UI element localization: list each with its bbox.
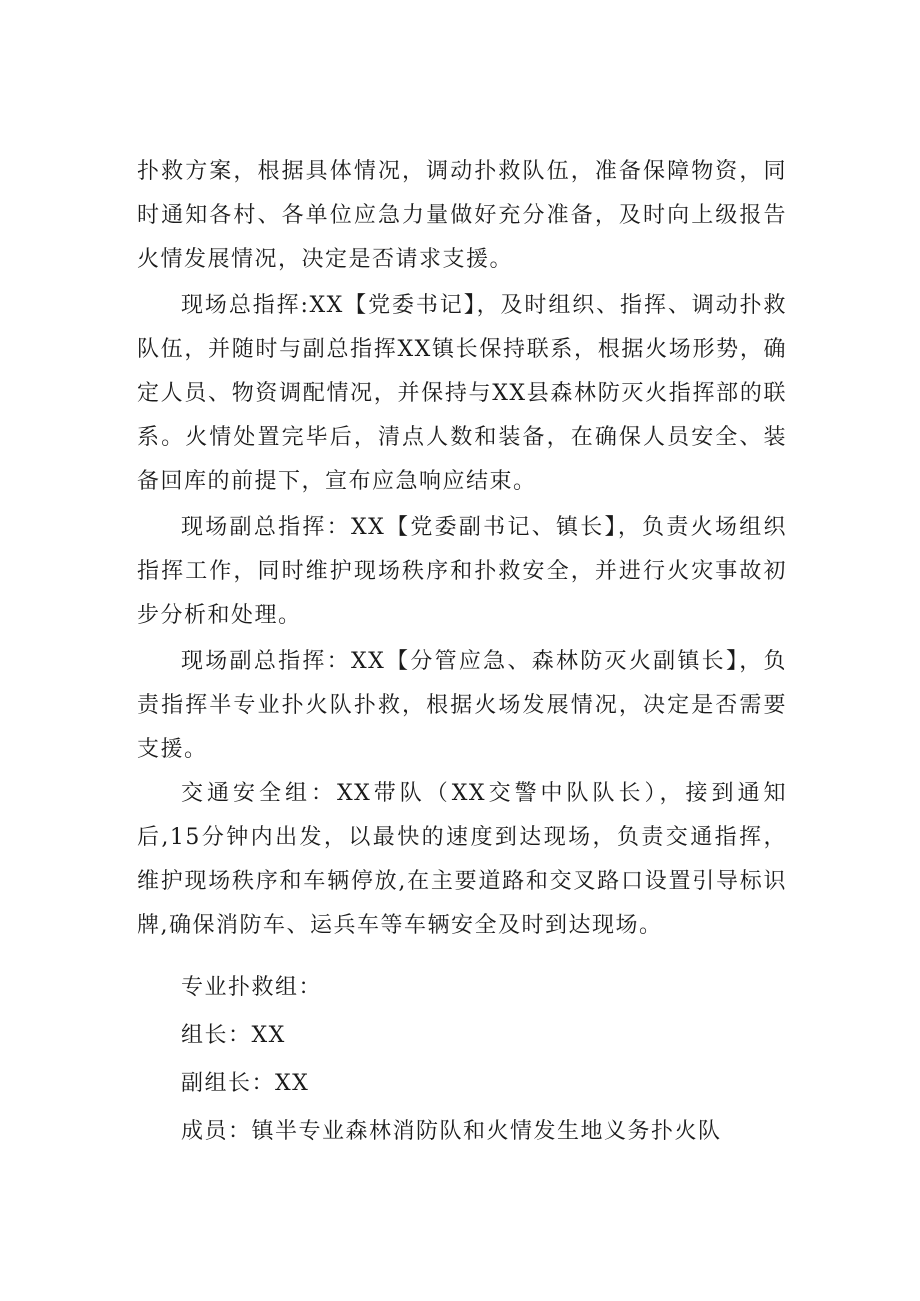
paragraph-traffic-safety: 交通安全组：XX带队（XX交警中队队长），接到通知后,15分钟内出发，以最快的速度到达现场，负责交通指挥，维护现场秩序和车辆停放,在主要道路和交叉路口设置引导标识牌,确保消防车、运兵车等车辆安全及时到达现场。 — [137, 781, 787, 938]
paragraph-deputy-commander-1: 现场副总指挥：XX【党委副书记、镇长】，负责火场组织指挥工作，同时维护现场秩序和扑救安全，并进行火灾事故初步分析和处理。 — [137, 515, 787, 628]
paragraph-rescue-plan: 扑救方案，根据具体情况，调动扑救队伍，准备保障物资，同时通知各村、各单位应急力量做好充分准备，及时向上级报告火情发展情况，决定是否请求支援。 — [137, 159, 787, 272]
team-leader: 组长：XX — [181, 1023, 286, 1048]
team-deputy: 副组长：XX — [181, 1071, 310, 1096]
paragraph-deputy-commander-2: 现场副总指挥：XX【分管应急、森林防灭火副镇长】，负责指挥半专业扑火队扑救，根据火场发展情况，决定是否需要支援。 — [137, 649, 787, 762]
team-members: 成员：镇半专业森林消防队和火情发生地义务扑火队 — [181, 1119, 722, 1144]
paragraph-chief-commander: 现场总指挥:XX【党委书记】，及时组织、指挥、调动扑救队伍，并随时与副总指挥XX镇长保持联系，根据火场形势，确定人员、物资调配情况，并保持与XX县森林防灭火指挥部的联系。火情处置完毕后，清点人数和装备，在确保人员安全、装备回库的前提下，宣布应急响应结束。 — [137, 293, 787, 494]
document-body — [137, 150, 787, 1154]
team-heading: 专业扑救组： — [181, 975, 323, 1000]
